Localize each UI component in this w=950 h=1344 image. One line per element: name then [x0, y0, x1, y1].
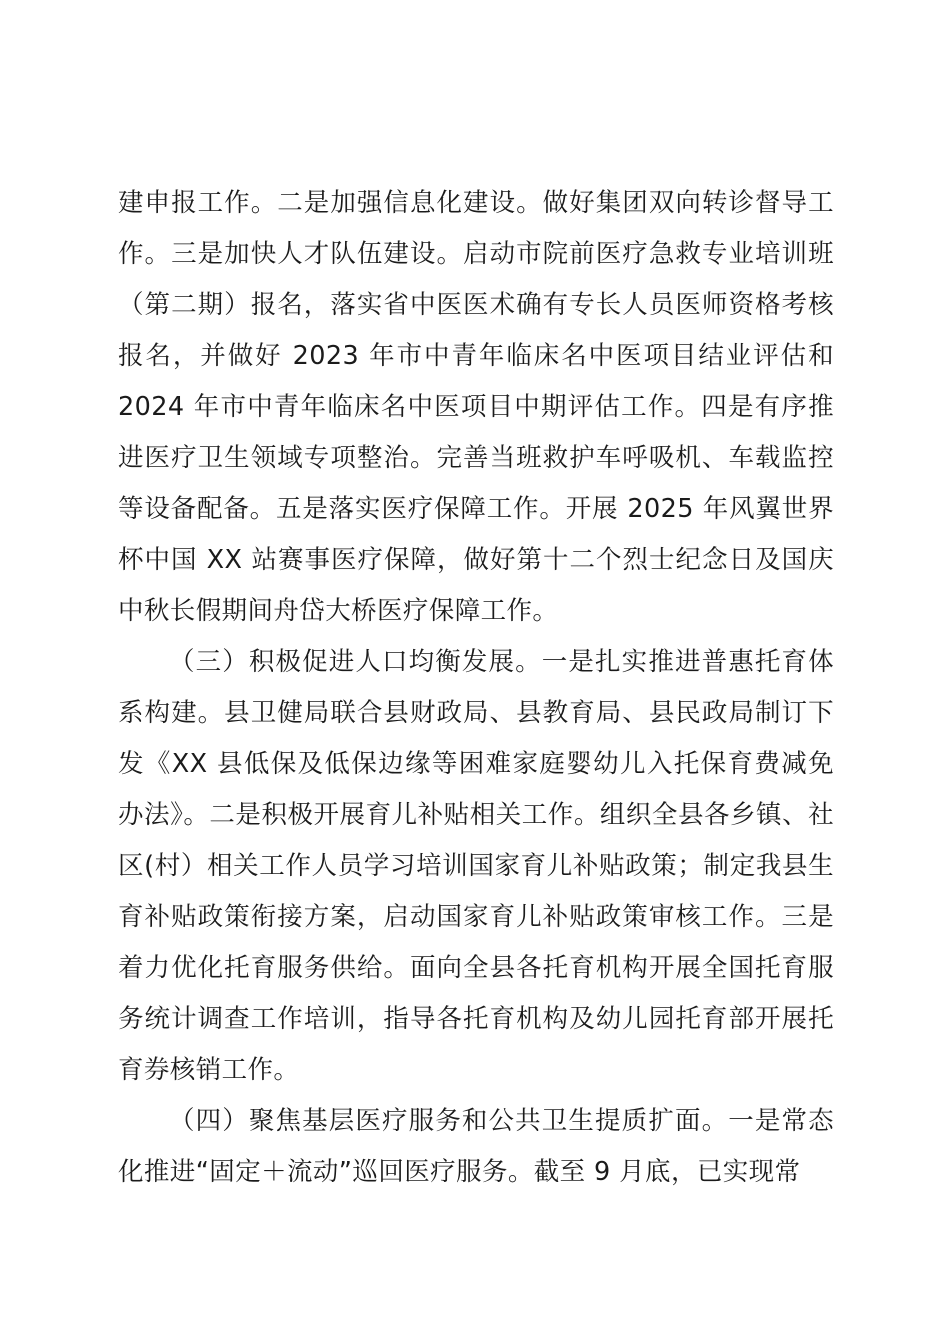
- document-body: [118, 178, 834, 1198]
- paragraph: （三）积极促进人口均衡发展。一是扎实推进普惠托育体系构建。县卫健局联合县财政局、县教育局、县民政局制订下发《XX 县低保及低保边缘等困难家庭婴幼儿入托保育费减免办法》。二是积极开展育儿补贴相关工作。组织全县各乡镇、社区(村）相关工作人员学习培训国家育儿补贴政策；制定我县生育补贴政策衔接方案，启动国家育儿补贴政策审核工作。三是着力优化托育服务供给。面向全县各托育机构开展全国托育服务统计调查工作培训，指导各托育机构及幼儿园托育部开展托育券核销工作。: [118, 647, 834, 1085]
- paragraph: 建申报工作。二是加强信息化建设。做好集团双向转诊督导工作。三是加快人才队伍建设。启动市院前医疗急救专业培训班（第二期）报名，落实省中医医术确有专长人员医师资格考核报名，并做好 2023 年市中青年临床名中医项目结业评估和 2024 年市中青年临床名中医项目中期评估工作。四是有序推进医疗卫生领域专项整治。完善当班救护车呼吸机、车载监控等设备配备。五是落实医疗保障工作。开展 2025 年风翼世界杯中国 XX 站赛事医疗保障，做好第十二个烈士纪念日及国庆中秋长假期间舟岱大桥医疗保障工作。: [118, 188, 834, 626]
- paragraph: （四）聚焦基层医疗服务和公共卫生提质扩面。一是常态化推进“固定＋流动”巡回医疗服务。截至 9 月底，已实现常: [118, 1106, 834, 1187]
